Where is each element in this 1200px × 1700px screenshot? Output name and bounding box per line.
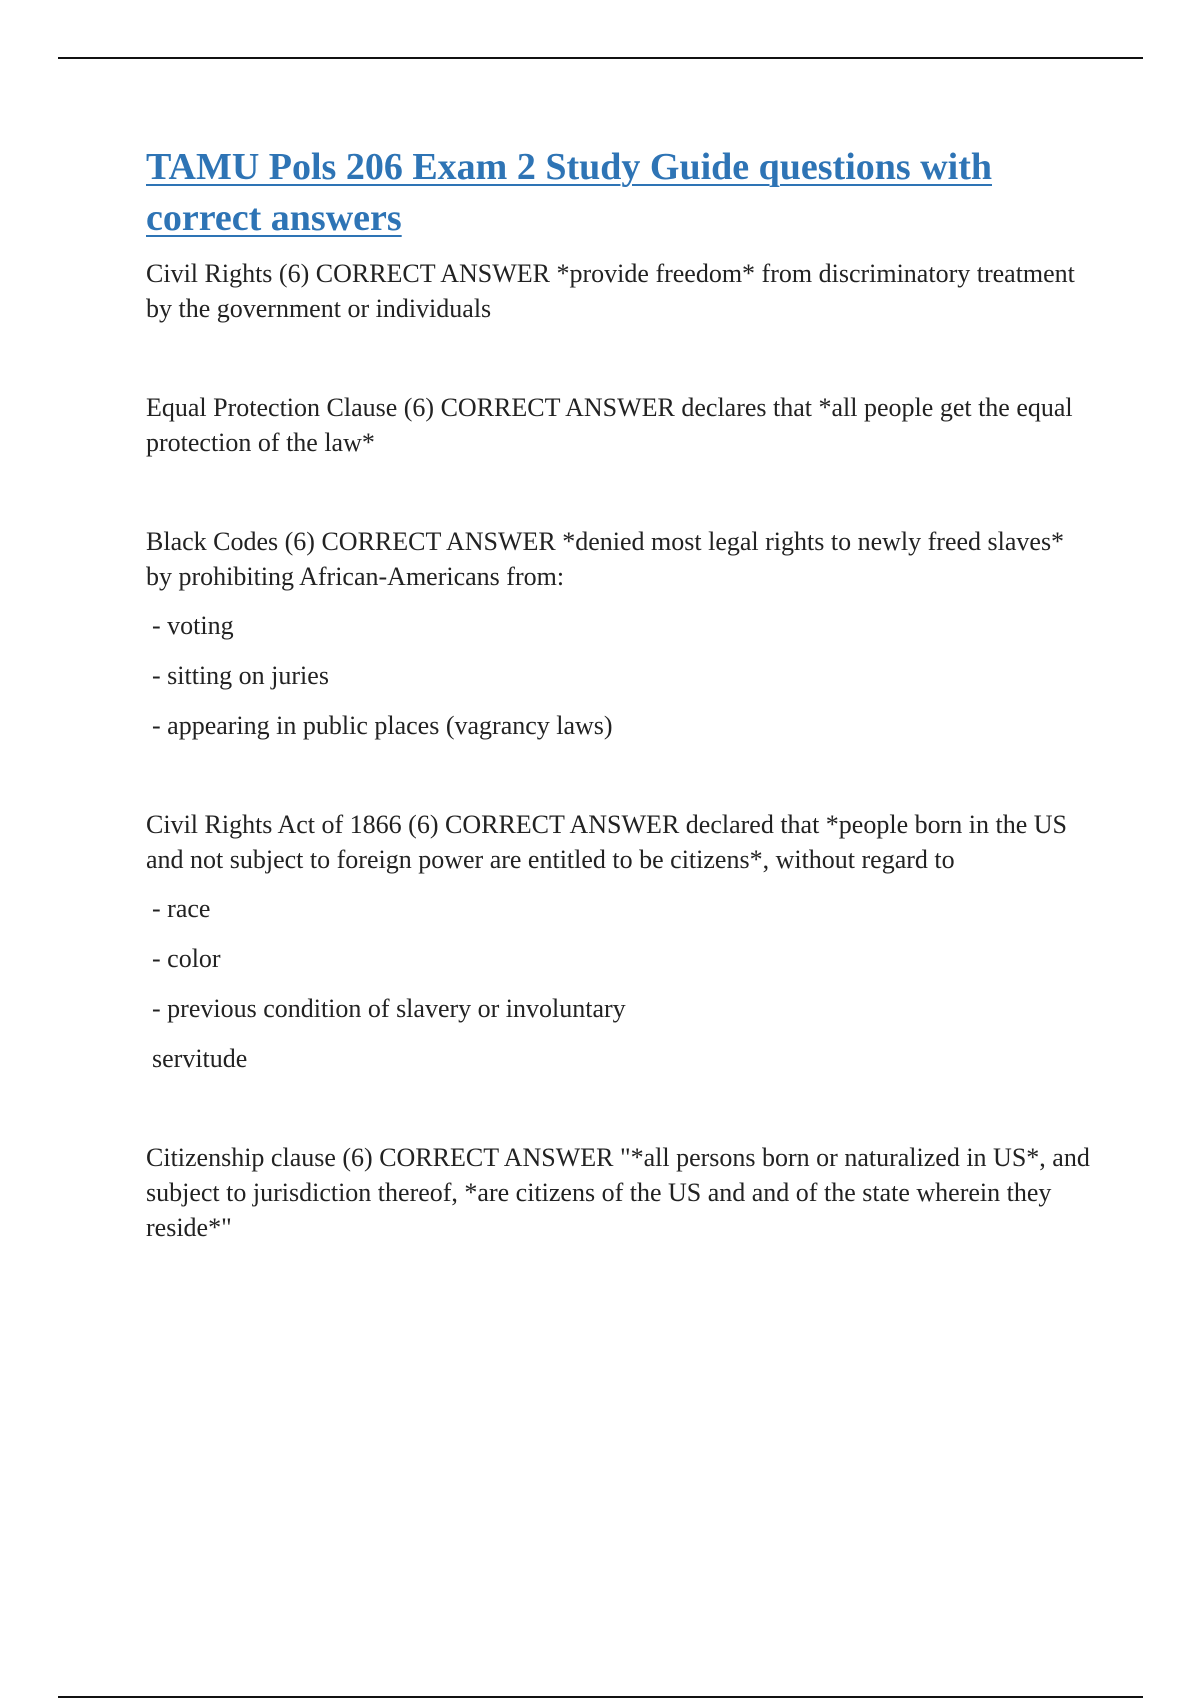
list-item: - voting <box>152 611 234 640</box>
list-item: - sitting on juries <box>152 661 329 690</box>
list-item: - appearing in public places (vagrancy laws) <box>152 711 613 740</box>
entry-black-codes: Black Codes (6) CORRECT ANSWER *denied most legal rights to newly freed slaves* by prohibiting African-Americans from: <box>146 527 1065 591</box>
entry-equal-protection-clause: Equal Protection Clause (6) CORRECT ANSWER declares that *all people get the equal protection of the law* <box>146 393 1073 457</box>
document-title[interactable]: TAMU Pols 206 Exam 2 Study Guide questions with correct answers <box>146 146 992 239</box>
list-item: servitude <box>152 1044 248 1073</box>
list-item: - color <box>152 944 221 973</box>
document-body <box>146 142 1096 1245</box>
top-rule <box>58 57 1143 59</box>
entry-civil-rights: Civil Rights (6) CORRECT ANSWER *provide freedom* from discriminatory treatment by the government or individuals <box>146 259 1075 323</box>
list-item: - previous condition of slavery or involuntary <box>152 994 626 1023</box>
entry-civil-rights-act-1866: Civil Rights Act of 1866 (6) CORRECT ANSWER declared that *people born in the US and not subject to foreign power are entitled to be citizens*, without regard to <box>146 810 1067 874</box>
list-item: - race <box>152 894 211 923</box>
entry-citizenship-clause: Citizenship clause (6) CORRECT ANSWER "*all persons born or naturalized in US*, and subject to jurisdiction thereof, *are citizens of the US and and of the state wherein they reside*" <box>146 1143 1090 1242</box>
bottom-rule <box>58 1696 1143 1698</box>
